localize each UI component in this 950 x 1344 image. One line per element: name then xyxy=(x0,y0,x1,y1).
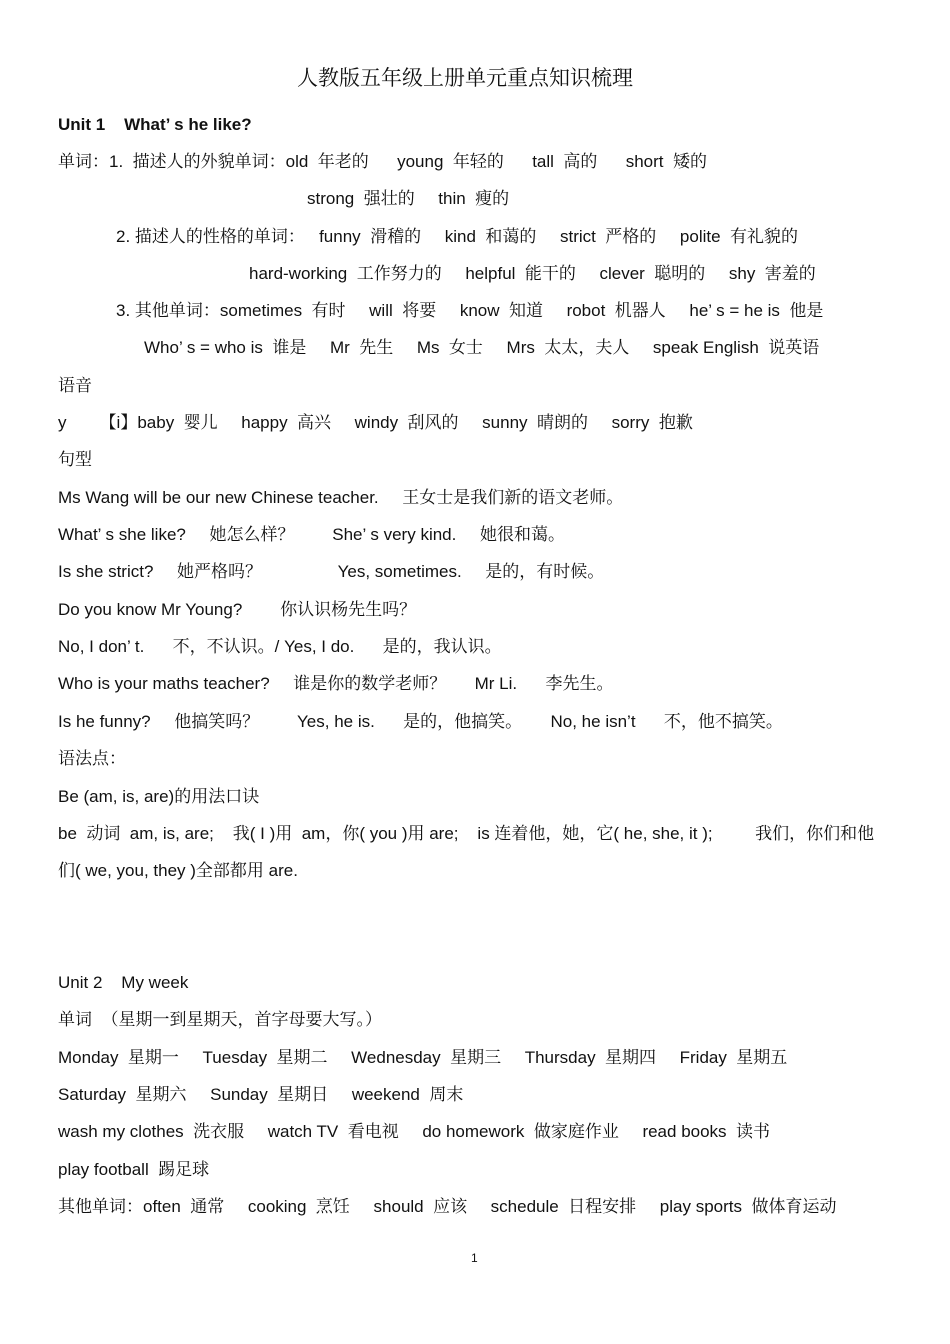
sentence-line: Who is your maths teacher? 谁是你的数学老师？ Mr Li. 李先生。 xyxy=(58,674,614,693)
grammar-line-2: 们( we, you, they )全部都用 are. xyxy=(58,861,298,880)
sentence-line: Is she strict? 她严格吗？ Yes, sometimes. 是的，有时候。 xyxy=(58,562,605,581)
unit2-words-line: wash my clothes 洗衣服 watch TV 看电视 do homework 做家庭作业 read books 读书 xyxy=(58,1122,770,1141)
unit1-words-line-5: 3. 其他单词：sometimes 有时 will 将要 know 知道 robot 机器人 he’ s = he is 他是 xyxy=(116,301,824,320)
sentence-line: Ms Wang will be our new Chinese teacher. 王女士是我们新的语文老师。 xyxy=(58,488,624,507)
sentence-line: No, I don’ t. 不，不认识。/ Yes, I do. 是的，我认识。 xyxy=(58,637,502,656)
unit1-words-line-1: 单词：1. 描述人的外貌单词：old 年老的 young 年轻的 tall 高的 short 矮的 xyxy=(58,152,707,171)
unit1-words-line-6: Who’ s = who is 谁是 Mr 先生 Ms 女士 Mrs 太太，夫人 speak English 说英语 xyxy=(144,338,820,357)
unit1-words-line-4: hard-working 工作努力的 helpful 能干的 clever 聪明的 shy 害羞的 xyxy=(249,264,816,283)
unit1-heading: Unit 1 What’ s he like? xyxy=(58,115,252,134)
sentence-line: Do you know Mr Young? 你认识杨先生吗？ xyxy=(58,600,417,619)
grammar-label: 语法点： xyxy=(58,749,126,768)
unit1-words-line-3: 2. 描述人的性格的单词： funny 滑稽的 kind 和蔼的 strict 严格的 polite 有礼貌的 xyxy=(116,227,798,246)
unit2-words-line: play football 踢足球 xyxy=(58,1160,210,1179)
unit2-words-line: Monday 星期一 Tuesday 星期二 Wednesday 星期三 Thursday 星期四 Friday 星期五 xyxy=(58,1048,788,1067)
unit2-heading: Unit 2 My week xyxy=(58,973,189,992)
phonics-line: y 【i】baby 婴儿 happy 高兴 windy 刮风的 sunny 晴朗的 sorry 抱歉 xyxy=(58,413,693,432)
sentence-line: Is he funny? 他搞笑吗？ Yes, he is. 是的，他搞笑。 No, he isn’t 不，他不搞笑。 xyxy=(58,712,783,731)
sentences-label: 句型 xyxy=(58,450,92,469)
grammar-line-1: be 动词 am, is, are; 我( I )用 am，你( you )用 are; is 连着他，她，它( he, she, it ); 我们，你们和他 xyxy=(58,824,875,843)
unit2-words-intro: 单词 （星期一到星期天，首字母要大写。） xyxy=(58,1010,382,1029)
phonics-label: 语音 xyxy=(58,376,92,395)
page-title: 人教版五年级上册单元重点知识梳理 xyxy=(297,67,633,90)
unit2-words-line: Saturday 星期六 Sunday 星期日 weekend 周末 xyxy=(58,1085,464,1104)
unit2-words-line: 其他单词：often 通常 cooking 烹饪 should 应该 schedule 日程安排 play sports 做体育运动 xyxy=(58,1197,837,1216)
sentence-line: What’ s she like? 她怎么样？ She’ s very kind. 她很和蔼。 xyxy=(58,525,565,544)
unit1-words-line-2: strong 强壮的 thin 瘦的 xyxy=(307,189,510,208)
page-number: 1 xyxy=(471,1251,478,1265)
grammar-title: Be (am, is, are)的用法口诀 xyxy=(58,787,260,806)
